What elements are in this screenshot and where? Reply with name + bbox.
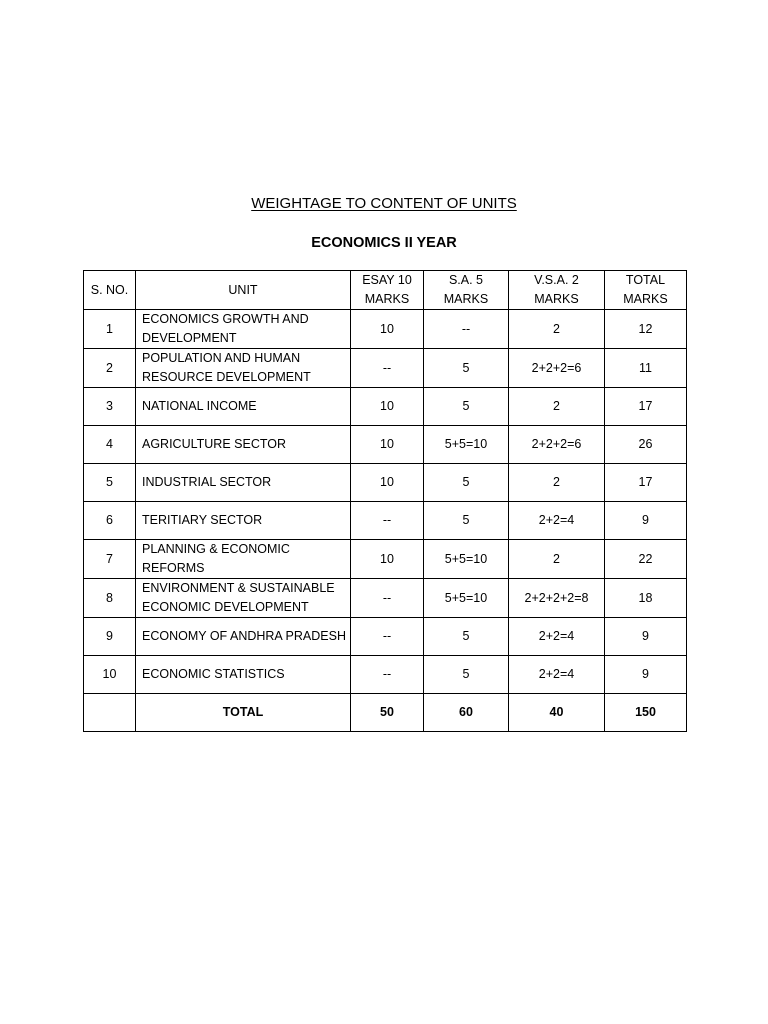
cell-unit: ECONOMIC STATISTICS bbox=[136, 656, 351, 694]
cell-total: 26 bbox=[605, 426, 687, 464]
table-row bbox=[84, 464, 687, 502]
cell-sno: 4 bbox=[84, 426, 136, 464]
header-unit: UNIT bbox=[136, 271, 351, 310]
cell-unit: TERITIARY SECTOR bbox=[136, 502, 351, 540]
table-header-row bbox=[84, 271, 687, 310]
cell-essay: -- bbox=[351, 579, 424, 618]
header-essay-marks: ESAY 10 MARKS bbox=[351, 271, 424, 310]
cell-sno: 3 bbox=[84, 388, 136, 426]
document-title-text: WEIGHTAGE TO CONTENT OF UNITS bbox=[251, 195, 517, 212]
cell-total: 12 bbox=[605, 310, 687, 349]
cell-total: 17 bbox=[605, 464, 687, 502]
table-row bbox=[84, 540, 687, 579]
table-row bbox=[84, 579, 687, 618]
document-title bbox=[0, 194, 768, 214]
cell-sa: 5 bbox=[424, 618, 509, 656]
total-cell-sno bbox=[84, 694, 136, 732]
cell-vsa: 2+2+2=6 bbox=[509, 426, 605, 464]
cell-vsa: 2+2=4 bbox=[509, 502, 605, 540]
document-subtitle: ECONOMICS II YEAR bbox=[311, 235, 457, 251]
total-essay: 50 bbox=[351, 694, 424, 732]
table-row bbox=[84, 656, 687, 694]
cell-unit: ENVIRONMENT & SUSTAINABLE ECONOMIC DEVELOPMENT bbox=[136, 579, 351, 618]
cell-total: 11 bbox=[605, 349, 687, 388]
cell-sno: 1 bbox=[84, 310, 136, 349]
total-vsa: 40 bbox=[509, 694, 605, 732]
cell-vsa: 2+2+2=6 bbox=[509, 349, 605, 388]
cell-unit: ECONOMY OF ANDHRA PRADESH bbox=[136, 618, 351, 656]
cell-sa: -- bbox=[424, 310, 509, 349]
cell-essay: -- bbox=[351, 502, 424, 540]
cell-unit: NATIONAL INCOME bbox=[136, 388, 351, 426]
cell-sno: 5 bbox=[84, 464, 136, 502]
cell-sno: 9 bbox=[84, 618, 136, 656]
cell-vsa: 2 bbox=[509, 388, 605, 426]
cell-essay: 10 bbox=[351, 310, 424, 349]
table-row bbox=[84, 502, 687, 540]
cell-vsa: 2 bbox=[509, 464, 605, 502]
cell-unit: POPULATION AND HUMAN RESOURCE DEVELOPMENT bbox=[136, 349, 351, 388]
table-row bbox=[84, 618, 687, 656]
cell-total: 9 bbox=[605, 618, 687, 656]
cell-essay: 10 bbox=[351, 540, 424, 579]
cell-vsa: 2+2=4 bbox=[509, 656, 605, 694]
header-sno: S. NO. bbox=[84, 271, 136, 310]
cell-unit: INDUSTRIAL SECTOR bbox=[136, 464, 351, 502]
cell-essay: -- bbox=[351, 618, 424, 656]
cell-sno: 2 bbox=[84, 349, 136, 388]
cell-total: 9 bbox=[605, 502, 687, 540]
cell-sno: 7 bbox=[84, 540, 136, 579]
cell-unit: ECONOMICS GROWTH AND DEVELOPMENT bbox=[136, 310, 351, 349]
header-total-marks: TOTAL MARKS bbox=[605, 271, 687, 310]
cell-vsa: 2 bbox=[509, 540, 605, 579]
cell-sno: 8 bbox=[84, 579, 136, 618]
total-sa: 60 bbox=[424, 694, 509, 732]
cell-essay: 10 bbox=[351, 464, 424, 502]
cell-unit: PLANNING & ECONOMIC REFORMS bbox=[136, 540, 351, 579]
cell-total: 22 bbox=[605, 540, 687, 579]
header-sa-marks: S.A. 5 MARKS bbox=[424, 271, 509, 310]
cell-sa: 5 bbox=[424, 656, 509, 694]
cell-sa: 5 bbox=[424, 388, 509, 426]
cell-vsa: 2+2=4 bbox=[509, 618, 605, 656]
table-row bbox=[84, 426, 687, 464]
cell-sa: 5+5=10 bbox=[424, 426, 509, 464]
weightage-table bbox=[83, 270, 687, 732]
cell-essay: -- bbox=[351, 349, 424, 388]
cell-sa: 5+5=10 bbox=[424, 579, 509, 618]
cell-essay: -- bbox=[351, 656, 424, 694]
table-row bbox=[84, 349, 687, 388]
cell-sa: 5 bbox=[424, 464, 509, 502]
cell-sa: 5 bbox=[424, 349, 509, 388]
table-row bbox=[84, 388, 687, 426]
cell-total: 18 bbox=[605, 579, 687, 618]
cell-total: 17 bbox=[605, 388, 687, 426]
total-marks: 150 bbox=[605, 694, 687, 732]
cell-sa: 5+5=10 bbox=[424, 540, 509, 579]
cell-sno: 10 bbox=[84, 656, 136, 694]
cell-total: 9 bbox=[605, 656, 687, 694]
cell-sa: 5 bbox=[424, 502, 509, 540]
cell-vsa: 2+2+2+2=8 bbox=[509, 579, 605, 618]
cell-essay: 10 bbox=[351, 426, 424, 464]
cell-unit: AGRICULTURE SECTOR bbox=[136, 426, 351, 464]
cell-essay: 10 bbox=[351, 388, 424, 426]
total-label: TOTAL bbox=[136, 694, 351, 732]
cell-vsa: 2 bbox=[509, 310, 605, 349]
header-vsa-marks: V.S.A. 2 MARKS bbox=[509, 271, 605, 310]
total-row bbox=[84, 694, 687, 732]
cell-sno: 6 bbox=[84, 502, 136, 540]
table-row bbox=[84, 310, 687, 349]
